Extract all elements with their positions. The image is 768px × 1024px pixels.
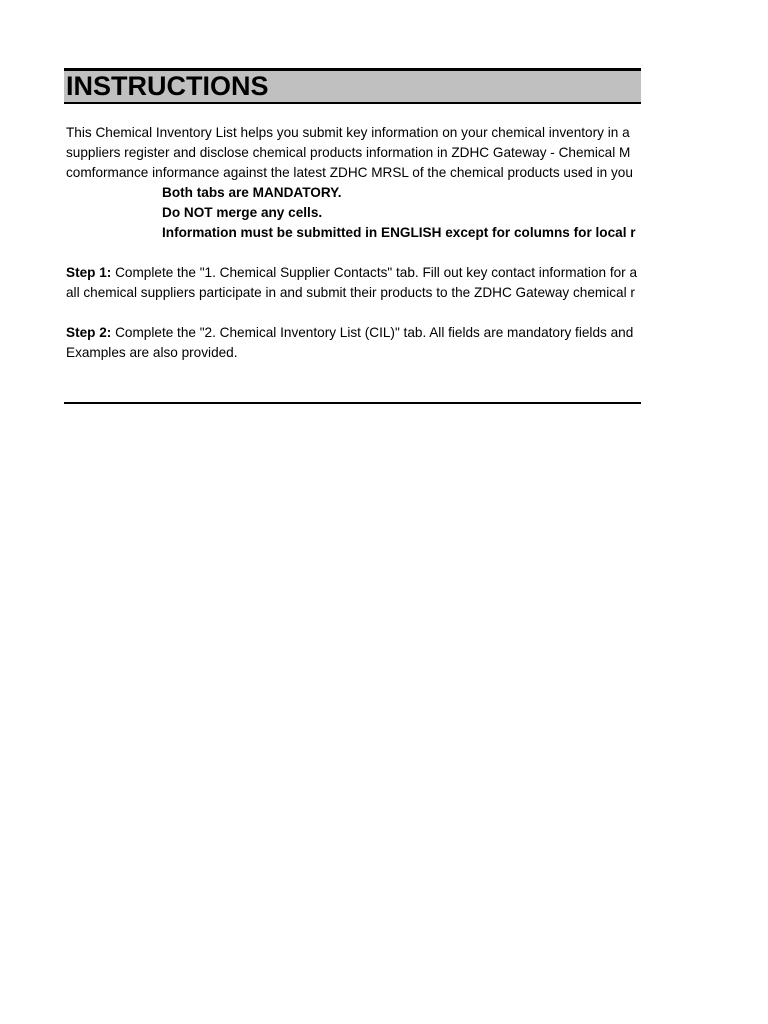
step-1-line-1 — [66, 263, 641, 283]
step-2-label: Step 2: — [66, 325, 112, 340]
instructions-sheet — [64, 68, 641, 363]
bottom-divider — [64, 402, 641, 404]
title-bar — [64, 68, 641, 104]
step-2-text: Complete the "2. Chemical Inventory List (CIL)" tab. All fields are mandatory fields and — [111, 325, 634, 340]
spacer — [66, 243, 641, 263]
spacer — [66, 303, 641, 323]
intro-line-2: suppliers register and disclose chemical products information in ZDHC Gateway - Chemical M — [66, 145, 631, 160]
instructions-body — [64, 123, 641, 363]
page-title: INSTRUCTIONS — [66, 71, 269, 101]
step-2-line-1 — [66, 323, 641, 343]
step-1-line-2: all chemical suppliers participate in and submit their products to the ZDHC Gateway chemical r — [66, 285, 635, 300]
intro-line-3: comformance informance against the latest ZDHC MRSL of the chemical products used in you — [66, 165, 633, 180]
step-2-line-2: Examples are also provided. — [66, 345, 238, 360]
rule-mandatory-tabs: Both tabs are MANDATORY. — [162, 185, 342, 200]
step-1-label: Step 1: — [66, 265, 112, 280]
step-1-text: Complete the "1. Chemical Supplier Contacts" tab. Fill out key contact information for a — [111, 265, 638, 280]
rule-no-merge: Do NOT merge any cells. — [162, 205, 323, 220]
rule-english: Information must be submitted in ENGLISH except for columns for local r — [162, 225, 636, 240]
intro-line-1: This Chemical Inventory List helps you submit key information on your chemical inventory in a — [66, 125, 630, 140]
